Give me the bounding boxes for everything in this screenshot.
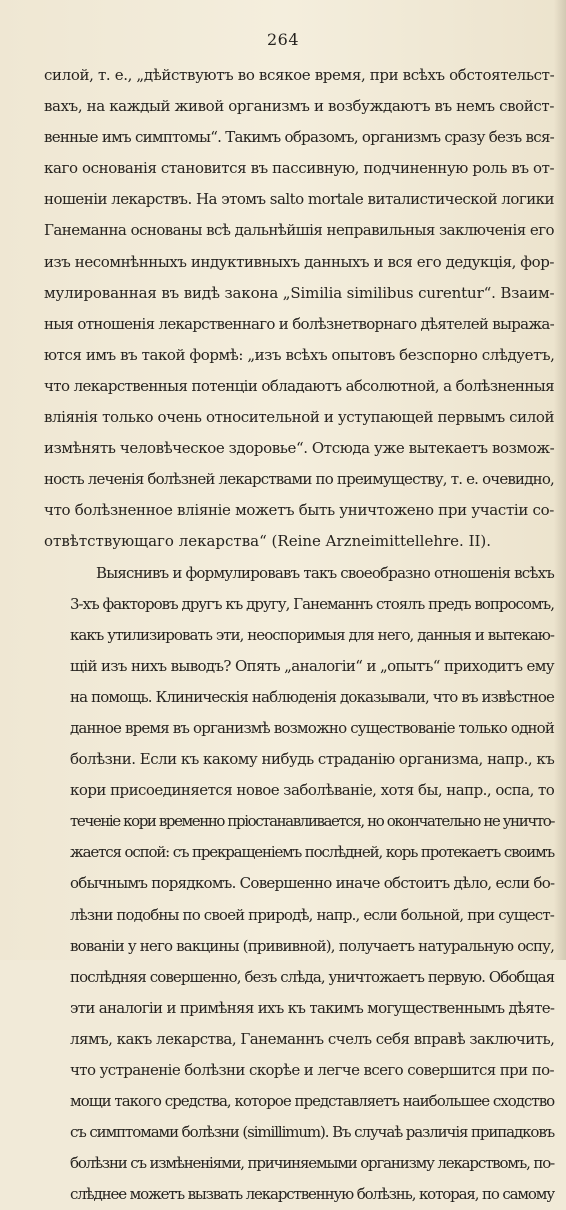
text-line: данное время въ организмѣ возможно существованіе только одной [44, 713, 554, 744]
text-line: на помощь. Клиническія наблюденія доказывали, что въ извѣстное [44, 682, 554, 713]
text-line: что устраненіе болѣзни скорѣе и легче всего совершится при по- [44, 1055, 554, 1086]
paragraph-1 [44, 60, 554, 558]
body-text [44, 60, 554, 1210]
text-line: слѣднее можетъ вызвать лекарственную болѣзнь, которая, по самому [44, 1179, 554, 1210]
text-line: мулированная въ видѣ закона „Similia similibus curentur“. Взаим- [44, 278, 554, 309]
page-edge-shadow [554, 0, 566, 960]
text-line: вахъ, на каждый живой организмъ и возбуждаютъ въ немъ свойст- [44, 91, 554, 122]
text-line: болѣзни. Если къ какому нибудь страданію организма, напр., къ [44, 744, 554, 775]
text-line: ношеніи лекарствъ. На этомъ salto mortale виталистической логики [44, 184, 554, 215]
text-line: теченіе кори временно пріостанавливается, но окончательно не уничто- [44, 806, 554, 837]
paragraph-2 [44, 558, 554, 1210]
text-line: измѣнять человѣческое здоровье“. Отсюда уже вытекаетъ возмож- [44, 433, 554, 464]
text-line: обычнымъ порядкомъ. Совершенно иначе обстоитъ дѣло, если бо- [44, 868, 554, 899]
text-line: ность леченія болѣзней лекарствами по преимуществу, т. е. очевидно, [44, 464, 554, 495]
text-line: жается оспой: съ прекращеніемъ послѣдней, корь протекаетъ своимъ [44, 837, 554, 868]
text-line: лямъ, какъ лекарства, Ганеманнъ счелъ себя вправѣ заключить, [44, 1024, 554, 1055]
text-line: эти аналогіи и примѣняя ихъ къ такимъ могущественнымъ дѣяте- [44, 993, 554, 1024]
text-line: лѣзни подобны по своей природѣ, напр., если больной, при сущест- [44, 900, 554, 931]
text-line: какъ утилизировать эти, неоспоримыя для него, данныя и вытекаю- [44, 620, 554, 651]
text-line: мощи такого средства, которое представляетъ наибольшее сходство [44, 1086, 554, 1117]
text-line: венные имъ симптомы“. Такимъ образомъ, организмъ сразу безъ вся- [44, 122, 554, 153]
text-line: Выяснивъ и формулировавъ такъ своеобразно отношенія всѣхъ [44, 558, 554, 589]
text-line: съ симптомами болѣзни (simillimum). Въ случаѣ различія припадковъ [44, 1117, 554, 1148]
text-line: вліянія только очень относительной и уступающей первымъ силой [44, 402, 554, 433]
text-line: кори присоединяется новое заболѣваніе, хотя бы, напр., оспа, то [44, 775, 554, 806]
text-line: силой, т. е., „дѣйствуютъ во всякое время, при всѣхъ обстоятельст- [44, 60, 554, 91]
text-line: изъ несомнѣнныхъ индуктивныхъ данныхъ и вся его дедукція, фор- [44, 247, 554, 278]
text-line: каго основанія становится въ пассивную, подчиненную роль въ от- [44, 153, 554, 184]
text-line: болѣзни съ измѣненіями, причиняемыми организму лекарствомъ, по- [44, 1148, 554, 1179]
text-line: 3-хъ факторовъ другъ къ другу, Ганеманнъ стоялъ предъ вопросомъ, [44, 589, 554, 620]
text-line: отвѣтствующаго лекарства“ (Reine Arzneimittellehre. II). [44, 526, 554, 557]
text-line: вованіи у него вакцины (прививной), получаетъ натуральную оспу, [44, 931, 554, 962]
page-number: 264 [0, 30, 566, 49]
text-line: Ганеманна основаны всѣ дальнѣйшія неправильныя заключенія его [44, 215, 554, 246]
text-line: ныя отношенія лекарственнаго и болѣзнетворнаго дѣятелей выража- [44, 309, 554, 340]
text-line: щій изъ нихъ выводъ? Опять „аналогіи“ и „опытъ“ приходитъ ему [44, 651, 554, 682]
text-line: послѣдняя совершенно, безъ слѣда, уничтожаетъ первую. Обобщая [44, 962, 554, 993]
text-line: что лекарственныя потенціи обладаютъ абсолютной, а болѣзненныя [44, 371, 554, 402]
text-line: что болѣзненное вліяніе можетъ быть уничтожено при участіи со- [44, 495, 554, 526]
text-line: ются имъ въ такой формѣ: „изъ всѣхъ опытовъ безспорно слѣдуетъ, [44, 340, 554, 371]
